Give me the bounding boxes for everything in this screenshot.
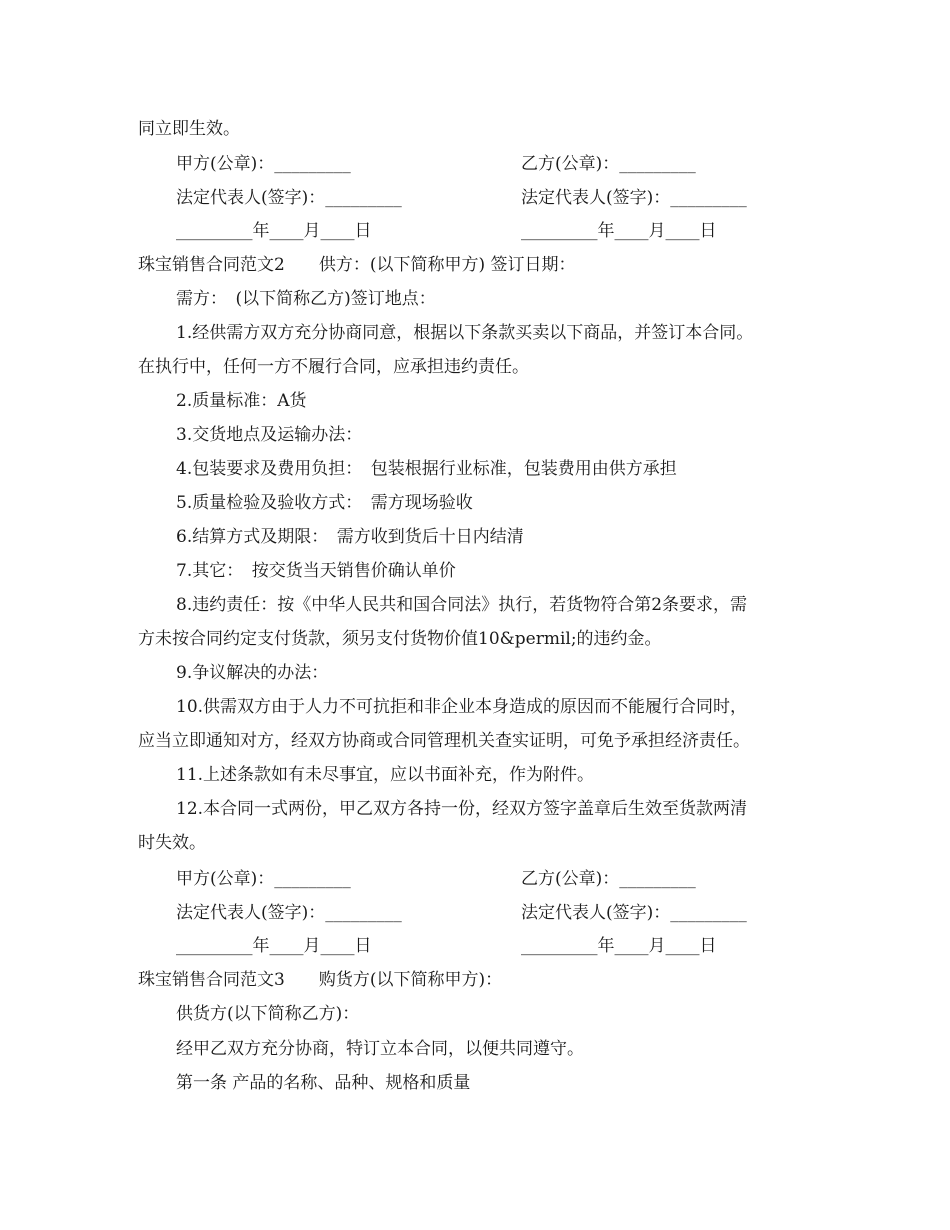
clause-8: 8.违约责任：按《中华人民共和国合同法》执行，若货物符合第2条要求，需 <box>176 595 748 615</box>
party-a-date-line: _________年____月____日 <box>176 936 372 956</box>
clause-5: 5.质量检验及验收方式： 需方现场验收 <box>176 493 473 513</box>
party-b-date-line: _________年____月____日 <box>521 221 717 241</box>
party-a-seal-line: 甲方(公章)：_________ <box>176 154 351 174</box>
buyer-line: 需方： (以下简称乙方)签订地点： <box>176 289 436 309</box>
clause-11: 11.上述条款如有未尽事宜，应以书面补充，作为附件。 <box>176 765 595 785</box>
text-line: 同立即生效。 <box>138 119 240 139</box>
party-b-date-line: _________年____月____日 <box>521 936 717 956</box>
clause-12-continued: 时失效。 <box>138 833 206 853</box>
party-b-seal-line: 乙方(公章)：_________ <box>521 869 696 889</box>
clause-2: 2.质量标准：A货 <box>176 391 307 411</box>
intro-line: 经甲乙双方充分协商，特订立本合同，以便共同遵守。 <box>176 1039 584 1059</box>
party-a-seal-line: 甲方(公章)：_________ <box>176 869 351 889</box>
party-b-representative-line: 法定代表人(签字)：_________ <box>521 903 747 923</box>
article-1-heading: 第一条 产品的名称、品种、规格和质量 <box>176 1073 471 1093</box>
clause-9: 9.争议解决的办法： <box>176 663 329 683</box>
clause-8-continued: 方未按合同约定支付货款，须另支付货物价值10&permil;的违约金。 <box>138 629 662 649</box>
clause-4: 4.包装要求及费用负担： 包装根据行业标准，包装费用由供方承担 <box>176 459 677 479</box>
seller-line: 供货方(以下简称乙方)： <box>176 1004 360 1024</box>
party-b-seal-line: 乙方(公章)：_________ <box>521 154 696 174</box>
clause-3: 3.交货地点及运输办法： <box>176 425 363 445</box>
clause-12: 12.本合同一式两份，甲乙双方各持一份，经双方签字盖章后生效至货款两清 <box>176 799 748 819</box>
section-title-3: 珠宝销售合同范文3 购货方(以下简称甲方)： <box>138 970 503 990</box>
clause-10: 10.供需双方由于人力不可抗拒和非企业本身造成的原因而不能履行合同时， <box>176 697 748 717</box>
clause-1: 1.经供需方双方充分协商同意，根据以下条款买卖以下商品，并签订本合同。 <box>176 323 754 343</box>
clause-1-continued: 在执行中，任何一方不履行合同，应承担违约责任。 <box>138 357 529 377</box>
party-a-representative-line: 法定代表人(签字)：_________ <box>176 188 402 208</box>
party-a-date-line: _________年____月____日 <box>176 221 372 241</box>
clause-6: 6.结算方式及期限： 需方收到货后十日内结清 <box>176 527 524 547</box>
party-a-representative-line: 法定代表人(签字)：_________ <box>176 903 402 923</box>
clause-10-continued: 应当立即通知对方，经双方协商或合同管理机关查实证明，可免予承担经济责任。 <box>138 731 750 751</box>
clause-7: 7.其它： 按交货当天销售价确认单价 <box>176 561 456 581</box>
party-b-representative-line: 法定代表人(签字)：_________ <box>521 188 747 208</box>
section-title-2: 珠宝销售合同范文2 供方：(以下简称甲方) 签订日期： <box>138 255 576 275</box>
